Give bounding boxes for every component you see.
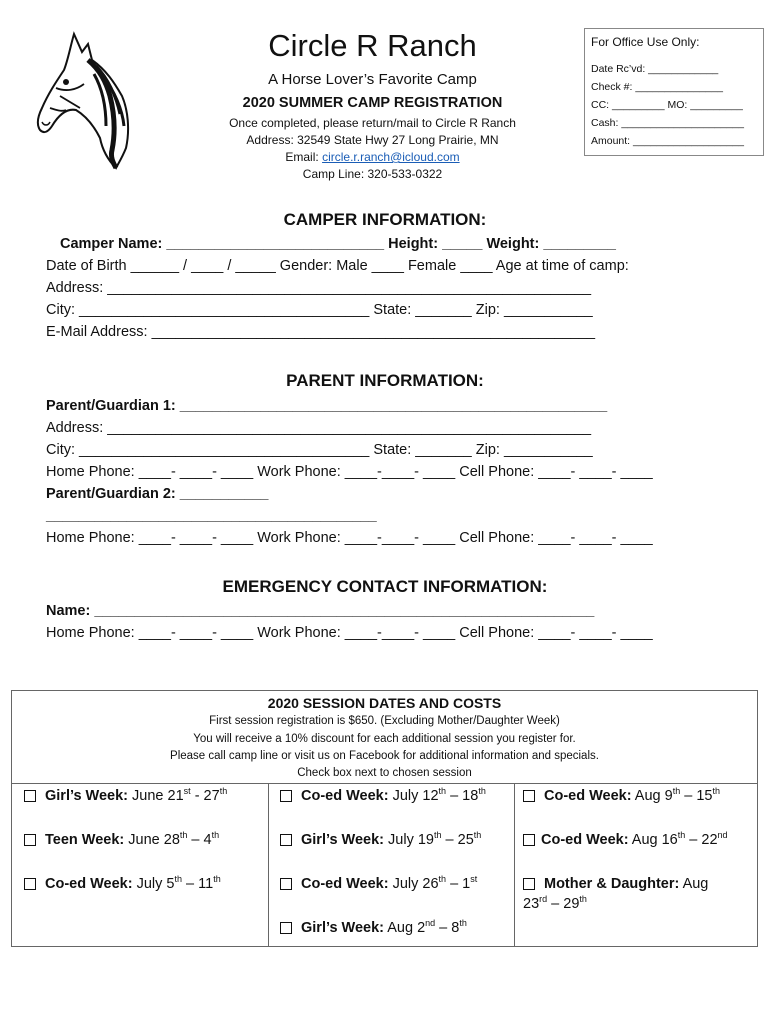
office-amount: Amount: ___________________ [591, 135, 744, 147]
office-heading: For Office Use Only: [591, 35, 700, 49]
session-option[interactable]: Teen Week: June 28th – 4th [24, 830, 219, 850]
emergency-heading: EMERGENCY CONTACT INFORMATION: [222, 577, 548, 596]
checkbox-icon[interactable] [280, 790, 292, 802]
email-line [200, 148, 545, 166]
session-option[interactable]: Girl’s Week: June 21st - 27th [24, 786, 227, 806]
office-date-received: Date Rc’vd: ____________ [591, 63, 719, 75]
session-option[interactable]: Co-ed Week: July 26th – 1st [280, 874, 477, 894]
session-option[interactable]: Girl’s Week: Aug 2nd – 8th [280, 918, 467, 938]
session-note-discount: You will receive a 10% discount for each additional session you register for. [193, 733, 576, 745]
horse-head-logo [36, 30, 132, 170]
checkbox-icon[interactable] [24, 834, 36, 846]
parent-city-field[interactable]: City: ____________________________________ State: _______ Zip: ___________ [46, 442, 593, 458]
email-link[interactable]: circle.r.ranch@icloud.com [322, 150, 460, 164]
registration-heading: 2020 SUMMER CAMP REGISTRATION [242, 95, 503, 111]
session-option[interactable]: Co-ed Week: July 5th – 11th [24, 874, 221, 894]
office-cc-mo: CC: _________ MO: _________ [591, 99, 743, 111]
parent-address-field[interactable]: Address: ____________________________________________________________ [46, 420, 592, 436]
session-divider [11, 783, 758, 784]
camper-name-field[interactable]: Camper Name: ___________________________ Height: _____ Weight: _________ [60, 236, 616, 252]
session-note-price: First session registration is $650. (Excluding Mother/Daughter Week) [209, 715, 560, 727]
column-divider-1 [268, 783, 269, 946]
session-option[interactable]: Co-ed Week: July 12th – 18th [280, 786, 486, 806]
checkbox-icon[interactable] [280, 878, 292, 890]
ranch-address: Address: 32549 State Hwy 27 Long Prairie, MN [246, 133, 499, 147]
checkbox-icon[interactable] [280, 922, 292, 934]
session-option[interactable]: Co-ed Week: Aug 16th – 22nd [523, 830, 728, 850]
session-option[interactable]: Mother & Daughter: Aug 23rd – 29th [523, 876, 709, 912]
office-use-box [584, 28, 764, 156]
session-note-contact: Please call camp line or visit us on Facebook for additional information and specials. [170, 750, 599, 762]
office-check-number: Check #: _______________ [591, 81, 723, 93]
session-heading: 2020 SESSION DATES AND COSTS [267, 695, 502, 711]
checkbox-icon[interactable] [24, 878, 36, 890]
camper-email-field[interactable]: E-Mail Address: _______________________________________________________ [46, 324, 596, 340]
camp-title: Circle R Ranch [268, 28, 477, 63]
tagline: A Horse Lover’s Favorite Camp [268, 71, 477, 88]
guardian2-phones-field[interactable]: Home Phone: ____- ____- ____ Work Phone: ____-____- ____ Cell Phone: ____- ____- ____ [46, 530, 653, 546]
camper-city-field[interactable]: City: ____________________________________ State: _______ Zip: ___________ [46, 302, 593, 318]
checkbox-icon[interactable] [523, 790, 535, 802]
return-note: Once completed, please return/mail to Circle R Ranch [229, 116, 516, 130]
dob-gender-age-field[interactable]: Date of Birth ______ / ____ / _____ Gender: Male ____ Female ____ Age at time of camp: [46, 258, 629, 274]
guardian1-field[interactable]: Parent/Guardian 1: _____________________________________________________ [46, 398, 608, 414]
checkbox-icon[interactable] [280, 834, 292, 846]
camp-phone: Camp Line: 320-533-0322 [302, 167, 443, 181]
guardian2-field[interactable]: Parent/Guardian 2: ___________ [46, 486, 269, 502]
checkbox-icon[interactable] [523, 878, 535, 890]
office-cash: Cash: _____________________ [591, 117, 744, 129]
camper-address-field[interactable]: Address: ____________________________________________________________ [46, 280, 592, 296]
column-divider-2 [514, 783, 515, 946]
checkbox-icon[interactable] [24, 790, 36, 802]
emergency-phones-field[interactable]: Home Phone: ____- ____- ____ Work Phone: ____-____- ____ Cell Phone: ____- ____- ____ [46, 625, 653, 641]
parent-phones-field[interactable]: Home Phone: ____- ____- ____ Work Phone: ____-____- ____ Cell Phone: ____- ____- ____ [46, 464, 653, 480]
emergency-name-field[interactable]: Name: ______________________________________________________________ [46, 603, 595, 619]
guardian2-continued[interactable]: _________________________________________ [46, 508, 377, 524]
email-label: Email: [285, 150, 323, 164]
session-option[interactable]: Girl’s Week: July 19th – 25th [280, 830, 481, 850]
camper-heading: CAMPER INFORMATION: [283, 210, 487, 229]
checkbox-icon[interactable] [523, 834, 535, 846]
parent-heading: PARENT INFORMATION: [286, 371, 484, 390]
session-note-checkbox: Check box next to chosen session [297, 767, 472, 779]
session-option[interactable]: Co-ed Week: Aug 9th – 15th [523, 786, 720, 806]
